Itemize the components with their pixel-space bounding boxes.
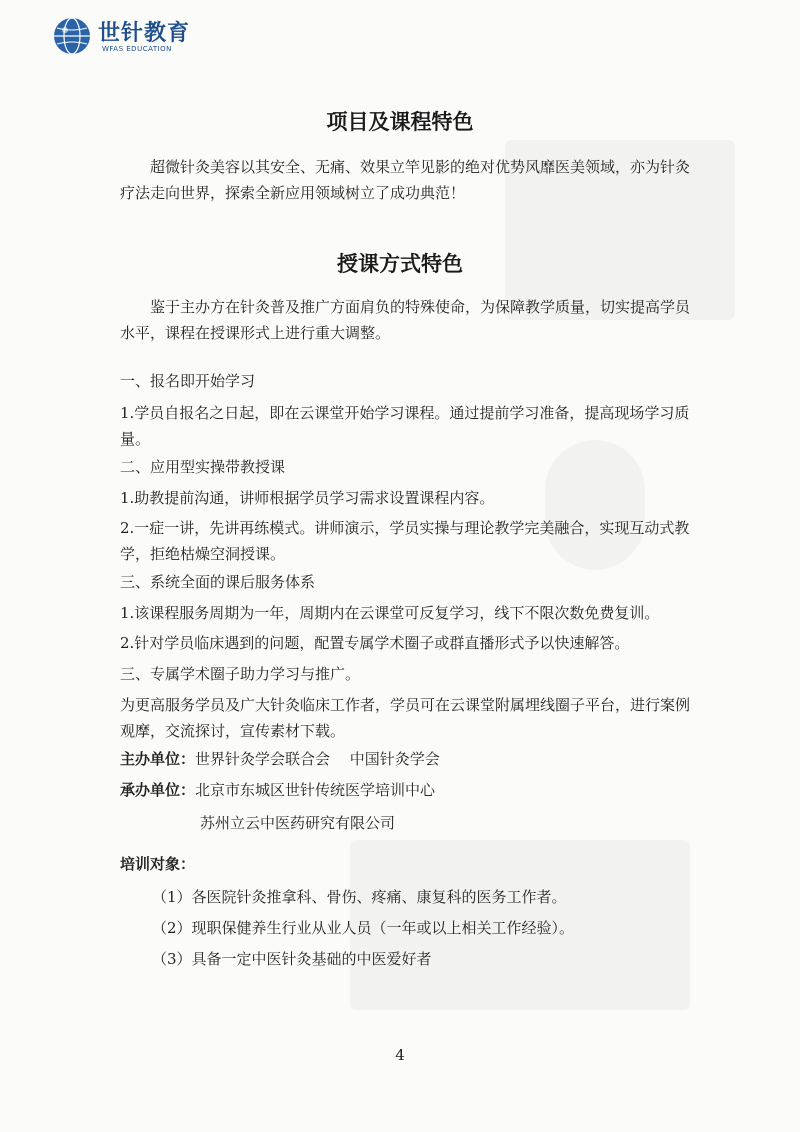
academic-circle-paragraph: 为更高服务学员及广大针灸临床工作者，学员可在云课堂附属埋线圈子平台，进行案例观摩，交流探讨，宣传素材下载。 — [120, 696, 691, 740]
section-title-teaching-method: 授课方式特色 — [337, 252, 463, 276]
training-target-item: （3）具备一定中医针灸基础的中医爱好者 — [152, 950, 432, 968]
subheading-academic-circle: 三、专属学术圈子助力学习与推广。 — [120, 665, 361, 683]
globe-icon — [52, 16, 92, 56]
host-label: 主办单位： — [120, 750, 196, 768]
host-organizer-line — [120, 746, 690, 772]
logo-english-text: WFAS EDUCATION — [102, 45, 172, 53]
undertaker-value-1: 北京市东城区世针传统医学培训中心 — [195, 781, 436, 799]
training-target-label: 培训对象： — [120, 855, 196, 873]
teaching-intro-paragraph: 鉴于主办方在针灸普及推广方面肩负的特殊使命，为保障教学质量，切实提高学员水平，课程在授课形式上进行重大调整。 — [120, 298, 691, 342]
undertaker-value-2: 苏州立云中医药研究有限公司 — [200, 814, 396, 832]
practical-teaching-point-2: 2.一症一讲，先讲再练模式。讲师演示，学员实操与理论教学完美融合，实现互动式教学，拒绝枯燥空洞授课。 — [120, 519, 690, 563]
practical-teaching-point-1: 1.助教提前沟通，讲师根据学员学习需求设置课程内容。 — [120, 489, 495, 507]
undertaker-label: 承办单位： — [120, 781, 196, 799]
wfas-logo — [52, 14, 202, 60]
training-target-item: （2）现职保健养生行业从业人员（一年或以上相关工作经验）。 — [152, 919, 575, 937]
page-number: 4 — [395, 1046, 405, 1064]
after-class-service-point-1: 1.该课程服务周期为一年，周期内在云课堂可反复学习，线下不限次数免费复训。 — [120, 604, 660, 622]
enroll-start-paragraph: 1.学员自报名之日起，即在云课堂开始学习课程。通过提前学习准备，提高现场学习质量。 — [120, 404, 690, 448]
subheading-practical-teaching: 二、应用型实操带教授课 — [120, 458, 286, 476]
training-target-item: （1）各医院针灸推拿科、骨伤、疼痛、康复科的医务工作者。 — [152, 888, 567, 906]
after-class-service-point-2: 2.针对学员临床遇到的问题，配置专属学术圈子或群直播形式予以快速解答。 — [120, 634, 630, 652]
course-features-paragraph: 超微针灸美容以其安全、无痛、效果立竿见影的绝对优势风靡医美领域，亦为针灸疗法走向世界，探索全新应用领域树立了成功典范！ — [120, 158, 691, 202]
subheading-after-class-service: 三、系统全面的课后服务体系 — [120, 573, 316, 591]
host-value: 世界针灸学会联合会 中国针灸学会 — [195, 750, 440, 768]
subheading-enroll-start: 一、报名即开始学习 — [120, 372, 256, 390]
undertaker-line — [120, 777, 690, 803]
logo-chinese-text: 世针教育 — [98, 21, 191, 46]
section-title-course-features: 项目及课程特色 — [326, 110, 474, 134]
